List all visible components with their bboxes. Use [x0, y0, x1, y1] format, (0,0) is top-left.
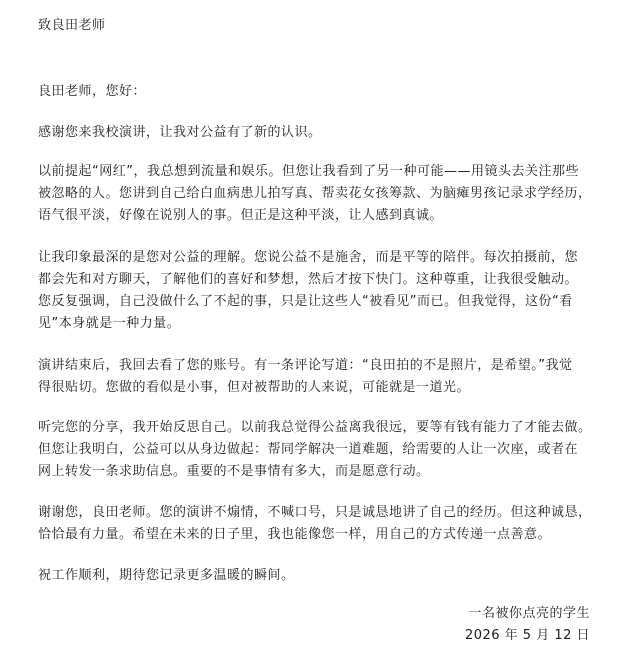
letter-date: 2026 年 5 月 12 日: [464, 628, 590, 643]
letter-salutation: 良田老师，您好：: [38, 84, 147, 99]
paragraph-2-line-2: 被忽略的人。您讲到自己给白血病患儿拍写真、帮卖花女孩筹款、为脑瘫男孩记录求学经历，: [38, 186, 592, 201]
paragraph-4-line-2: 得很贴切。您做的看似是小事，但对被帮助的人来说，可能就是一道光。: [38, 380, 471, 395]
letter-title: 致良田老师: [38, 18, 106, 33]
paragraph-1-line-1: 感谢您来我校演讲，让我对公益有了新的认识。: [38, 125, 322, 140]
paragraph-5-line-3: 网上转发一条求助信息。重要的不是事情有多大，而是愿意行动。: [38, 464, 430, 479]
paragraph-6-line-2: 恰恰最有力量。希望在未来的日子里，我也能像您一样，用自己的方式传递一点善意。: [38, 527, 552, 542]
paragraph-5-line-2: 但您让我明白，公益可以从身边做起：帮同学解决一道难题，给需要的人让一次座，或者在: [38, 442, 579, 457]
paragraph-3-line-2: 都会先和对方聊天，了解他们的喜好和梦想，然后才按下快门。这种尊重，让我很受触动。: [38, 272, 579, 287]
paragraph-2-line-1: 以前提起“网红”，我总想到流量和娱乐。但您让我看到了另一种可能——用镜头去关注那些: [38, 164, 579, 179]
paragraph-5-line-1: 听完您的分享，我开始反思自己。以前我总觉得公益离我很远，要等有钱有能力了才能去做。: [38, 420, 592, 435]
paragraph-3-line-3: 您反复强调，自己没做什么了不起的事，只是让这些人“被看见”而已。但我觉得，这份“看: [38, 294, 573, 309]
paragraph-6-line-1: 谢谢您，良田老师。您的演讲不煽情，不喊口号，只是诚恳地讲了自己的经历。但这种诚恳，: [38, 505, 592, 520]
paragraph-3-line-1: 让我印象最深的是您对公益的理解。您说公益不是施舍，而是平等的陪伴。每次拍摄前，您: [38, 250, 579, 265]
paragraph-7-line-1: 祝工作顺利，期待您记录更多温暖的瞬间。: [38, 568, 295, 583]
letter-signature: 一名被你点亮的学生: [468, 606, 590, 621]
paragraph-3-line-4: 见”本身就是一种力量。: [38, 316, 181, 331]
paragraph-4-line-1: 演讲结束后，我回去看了您的账号。有一条评论写道：“良田拍的不是照片，是希望。”我觉: [38, 358, 573, 373]
paragraph-2-line-3: 语气很平淡，好像在说别人的事。但正是这种平淡，让人感到真诚。: [38, 208, 444, 223]
